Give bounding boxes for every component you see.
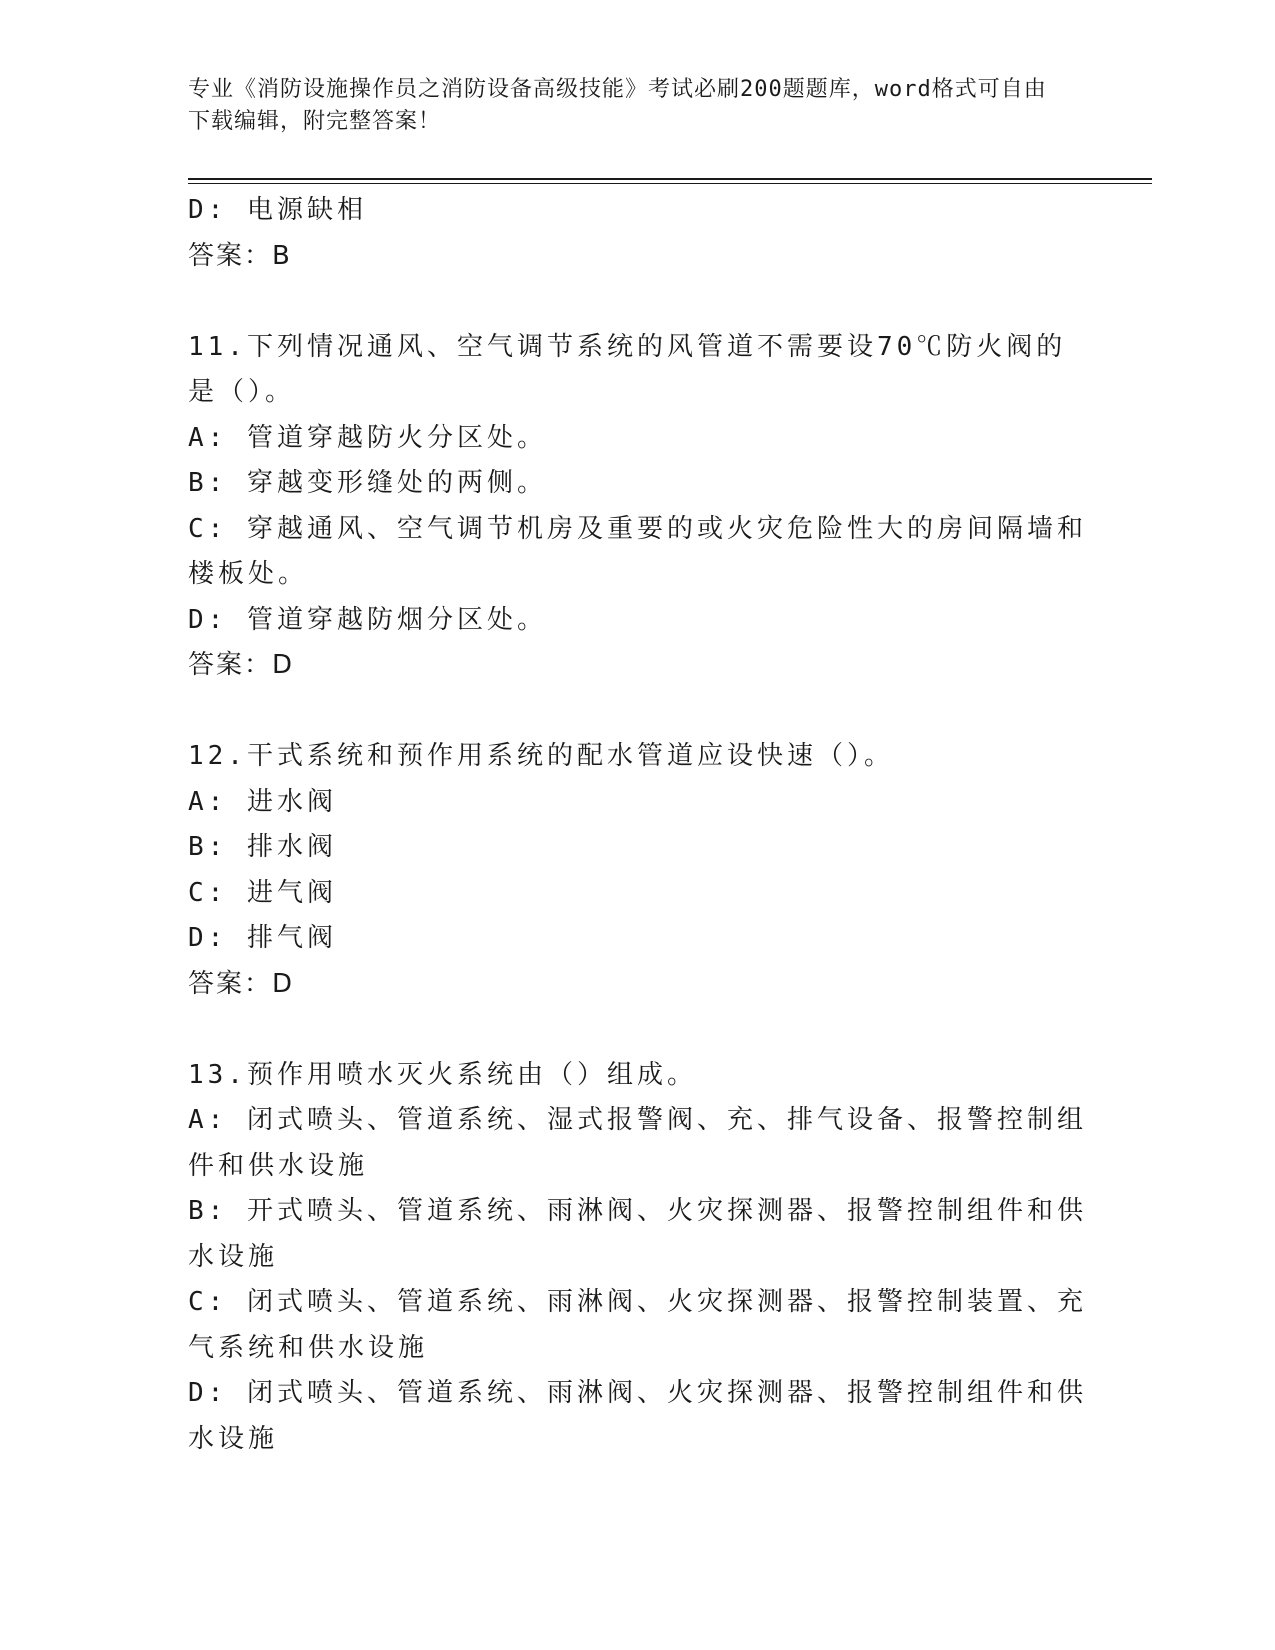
header-rule-thin	[188, 183, 1152, 184]
question-13	[188, 1053, 1088, 1463]
question-stem: 12.干式系统和预作用系统的配水管道应设快速（）。	[188, 741, 894, 771]
header-rule-thick	[188, 178, 1152, 180]
option-d: D: 管道穿越防烟分区处。	[188, 604, 547, 635]
prev-option-d: D: 电源缺相	[188, 195, 367, 225]
spacer	[188, 279, 1088, 325]
prev-answer: 答案：B	[188, 240, 292, 271]
question-stem: 11.下列情况通风、空气调节系统的风管道不需要设70℃防火阀的是（）。	[188, 331, 1067, 407]
option-a: A: 进水阀	[188, 786, 337, 817]
question-content	[188, 188, 1088, 1462]
page-header: 专业《消防设施操作员之消防设备高级技能》考试必刷200题题库，word格式可自由下载编辑，附完整答案！	[188, 77, 1047, 134]
option-b: B: 开式喷头、管道系统、雨淋阀、火灾探测器、报警控制组件和供水设施	[188, 1196, 1087, 1272]
option-b: B: 排水阀	[188, 832, 337, 862]
option-c: C: 进气阀	[188, 877, 337, 908]
option-c: C: 闭式喷头、管道系统、雨淋阀、火灾探测器、报警控制装置、充气系统和供水设施	[188, 1287, 1087, 1363]
answer: 答案：D	[188, 968, 295, 999]
spacer	[188, 1007, 1088, 1053]
answer: 答案：D	[188, 650, 295, 680]
option-d: D: 排气阀	[188, 923, 337, 953]
question-11	[188, 325, 1088, 689]
spacer	[188, 689, 1088, 735]
option-c: C: 穿越通风、空气调节机房及重要的或火灾危险性大的房间隔墙和楼板处。	[188, 513, 1087, 589]
question-stem: 13.预作用喷水灭火系统由（）组成。	[188, 1059, 697, 1090]
option-d: D: 闭式喷头、管道系统、雨淋阀、火灾探测器、报警控制组件和供水设施	[188, 1378, 1087, 1454]
option-a: A: 管道穿越防火分区处。	[188, 422, 547, 453]
option-b: B: 穿越变形缝处的两侧。	[188, 468, 547, 498]
option-a: A: 闭式喷头、管道系统、湿式报警阀、充、排气设备、报警控制组件和供水设施	[188, 1105, 1087, 1181]
question-12	[188, 734, 1088, 1007]
